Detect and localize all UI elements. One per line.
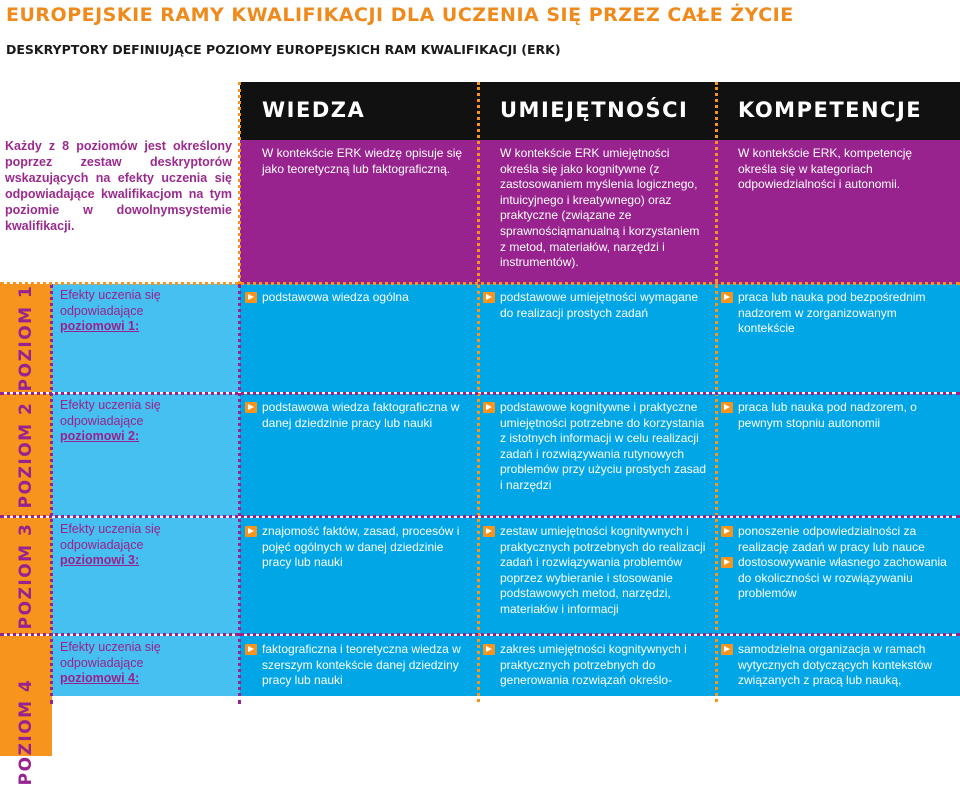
level-1-label-text: Efekty uczenia się odpowiadające	[60, 288, 161, 318]
level-3-side	[0, 518, 52, 634]
level-4-side-label: POZIOM 4	[16, 678, 36, 785]
level-2-side	[0, 394, 52, 516]
level-3-kompetencje	[716, 518, 960, 634]
level-4-umiejetnosci	[478, 636, 716, 696]
list-item: faktograficzna i teoretyczna wiedza w szerszym kontekście danej dziedziny pracy lub nauki	[262, 642, 470, 689]
arrow-right-icon	[483, 402, 495, 413]
level-4-label	[52, 636, 240, 696]
list-item: podstawowe kognitywne i praktyczne umiejętności potrzebne do korzystania z istotnych informacji w celu realizacji zadań i rozwiązywania rutynowych problemów przy użyciu prostych zasad i narzędzi	[500, 400, 708, 494]
arrow-right-icon	[245, 644, 257, 655]
page-title: EUROPEJSKIE RAMY KWALIFIKACJI DLA UCZENIA SIĘ PRZEZ CAŁE ŻYCIE	[6, 4, 794, 26]
header-umiejetnosci	[478, 82, 716, 140]
header-kompetencje	[716, 82, 960, 140]
list-item: ponoszenie odpowiedzialności za realizację zadań w pracy lub nauce	[738, 524, 952, 555]
level-3-label	[52, 518, 240, 634]
level-3-label-text: Efekty uczenia się odpowiadające	[60, 522, 161, 552]
header-umiejetnosci-label: UMIEJĘTNOŚCI	[500, 98, 689, 122]
level-4-label-level: poziomowi 4:	[60, 671, 140, 686]
arrow-right-icon	[245, 292, 257, 303]
arrow-right-icon	[721, 557, 733, 568]
arrow-right-icon	[721, 526, 733, 537]
level-3-umiejetnosci	[478, 518, 716, 634]
level-1-label-level: poziomowi 1:	[60, 319, 140, 334]
level-1-umiejetnosci	[478, 284, 716, 392]
list-item: praca lub nauka pod nadzorem, o pewnym stopniu autonomii	[738, 400, 952, 431]
list-item: dostosowywanie własnego zachowania do okoliczności w rozwiązywaniu problemów	[738, 555, 952, 602]
arrow-right-icon	[721, 644, 733, 655]
divider	[238, 284, 241, 704]
arrow-right-icon	[483, 644, 495, 655]
list-item: zakres umiejętności kognitywnych i praktycznych potrzebnych do generowania rozwiązań określo-	[500, 642, 708, 689]
list-item: zestaw umiejętności kognitywnych i praktycznych potrzebnych do realizacji zadań i rozwiązywania problemów poprzez wybieranie i stosowanie podstawowych metod, narzędzi, materiałów i informacji	[500, 524, 708, 618]
list-item: podstawowe umiejętności wymagane do realizacji prostych zadań	[500, 290, 708, 321]
level-4-wiedza	[240, 636, 478, 696]
level-3-wiedza	[240, 518, 478, 634]
divider	[50, 284, 53, 704]
arrow-right-icon	[245, 402, 257, 413]
level-2-label-text: Efekty uczenia się odpowiadające	[60, 398, 161, 428]
list-item: podstawowa wiedza ogólna	[262, 290, 470, 306]
intro-text: Każdy z 8 poziomów jest określony poprzez zestaw deskryptorów wskazujących na efekty uczenia się odpowiadające kwalifikacjom na tym poziomie w dowolnymsystemie kwalifikacji.	[5, 139, 232, 233]
level-2-label	[52, 394, 240, 516]
level-3-side-label: POZIOM 3	[16, 522, 36, 630]
list-item: znajomość faktów, zasad, procesów i pojęć ogólnych w danej dziedzinie pracy lub nauki	[262, 524, 470, 571]
arrow-right-icon	[483, 292, 495, 303]
level-2-kompetencje	[716, 394, 960, 516]
divider	[0, 633, 960, 636]
divider	[0, 515, 960, 518]
desc-wiedza: W kontekście ERK wiedzę opisuje się jako teoretyczną lub faktograficzną.	[240, 140, 478, 284]
divider	[0, 392, 960, 395]
level-1-kompetencje	[716, 284, 960, 392]
page-subtitle: DESKRYPTORY DEFINIUJĄCE POZIOMY EUROPEJSKICH RAM KWALIFIKACJI (ERK)	[6, 42, 561, 57]
level-1-label	[52, 284, 240, 392]
divider	[238, 82, 241, 284]
arrow-right-icon	[483, 526, 495, 537]
header-wiedza	[240, 82, 478, 140]
level-1-side-label: POZIOM 1	[16, 284, 36, 392]
header-wiedza-label: WIEDZA	[262, 98, 366, 122]
level-2-wiedza	[240, 394, 478, 516]
list-item: podstawowa wiedza faktograficzna w danej dziedzinie pracy lub nauki	[262, 400, 470, 431]
list-item: samodzielna organizacja w ramach wytycznych dotyczących kontekstów związanych z pracą lub nauką,	[738, 642, 952, 689]
arrow-right-icon	[245, 526, 257, 537]
level-2-label-level: poziomowi 2:	[60, 429, 140, 444]
arrow-right-icon	[721, 292, 733, 303]
level-2-umiejetnosci	[478, 394, 716, 516]
list-item: praca lub nauka pod bezpośrednim nadzorem w zorganizowanym kontekście	[738, 290, 952, 337]
level-2-side-label: POZIOM 2	[16, 401, 36, 509]
level-4-side	[0, 636, 52, 785]
desc-kompetencje: W kontekście ERK, kompetencję określa się w kategoriach odpowiedzialności i autonomii.	[716, 140, 960, 284]
level-1-wiedza	[240, 284, 478, 392]
desc-umiejetnosci: W kontekście ERK umiejętności określa się jako kognitywne (z zastosowaniem myślenia logicznego, intuicyjnego i kreatywnego) oraz praktyczne (związane ze sprawnościąmanualną i korzystaniem z metod, materiałów, narzędzi i instrumentów).	[478, 140, 716, 284]
erk-table	[0, 82, 960, 785]
header-kompetencje-label: KOMPETENCJE	[738, 98, 923, 122]
level-1-side	[0, 284, 52, 392]
divider	[0, 282, 960, 285]
level-4-kompetencje	[716, 636, 960, 696]
level-4-label-text: Efekty uczenia się odpowiadające	[60, 640, 161, 670]
level-3-label-level: poziomowi 3:	[60, 553, 140, 568]
arrow-right-icon	[721, 402, 733, 413]
